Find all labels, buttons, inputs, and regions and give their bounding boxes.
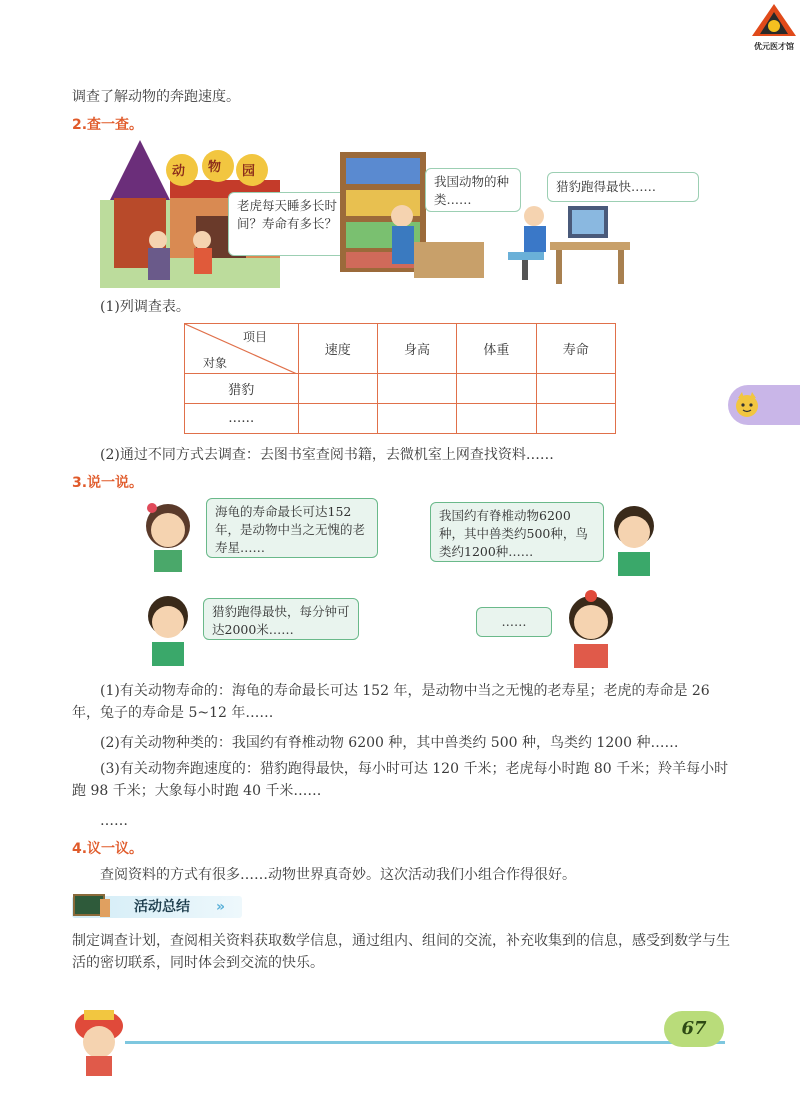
mascot-illustration xyxy=(66,1006,132,1076)
brand-logo xyxy=(748,2,800,50)
table-cell[interactable] xyxy=(536,404,615,434)
speech-bubble-species: 我国动物的种类…… xyxy=(425,168,521,212)
computer-illustration xyxy=(500,196,630,286)
speech-bubble-more: …… xyxy=(476,607,552,637)
zoo-sign-char-2: 物 xyxy=(208,160,222,175)
section3-heading: 3.说一说。 xyxy=(72,475,144,491)
page-number: 67 xyxy=(664,1011,724,1047)
survey-table xyxy=(184,323,616,434)
paragraph-species: (2)有关动物种类的：我国约有脊椎动物 6200 种，其中兽类约 500 种，鸟类约 1200 种…… xyxy=(100,735,679,751)
header-diagonal-cell xyxy=(185,324,299,374)
speech-bubble-turtle: 海龟的寿命最长可达152年，是动物中当之无愧的老寿星…… xyxy=(206,498,378,558)
col-header-height: 身高 xyxy=(377,324,456,374)
paragraph-lifespan: (1)有关动物寿命的：海龟的寿命最长可达 152 年，是动物中当之无愧的老寿星；老虎的寿命是 26 年，兔子的寿命是 5~12 年…… xyxy=(72,683,710,721)
speech-bubble-speed: 猎豹跑得最快，每分钟可达2000米…… xyxy=(203,598,359,640)
zoo-sign-char-3: 园 xyxy=(242,164,256,179)
side-tab xyxy=(728,385,800,425)
boy-avatar-2 xyxy=(138,590,198,666)
boy-avatar-1 xyxy=(604,500,664,576)
table-cell[interactable] xyxy=(298,374,377,404)
row-label-more: …… xyxy=(185,404,299,434)
summary-text: 制定调查计划，查阅相关资料获取数学信息，通过组内、组间的交流，补充收集到的信息，感受到数学与生活的密切联系，同时体会到交流的快乐。 xyxy=(72,933,730,971)
col-header-lifespan: 寿命 xyxy=(536,324,615,374)
section2-heading: 2.查一查。 xyxy=(72,117,144,133)
summary-board-icon xyxy=(72,893,112,925)
section4-text: 查阅资料的方式有很多……动物世界真奇妙。这次活动我们小组合作得很好。 xyxy=(100,867,576,883)
cat-face-icon xyxy=(732,390,762,420)
speech-bubble-vertebrates: 我国约有脊椎动物6200种，其中兽类约500种，鸟类约1200种…… xyxy=(430,502,604,562)
table-cell[interactable] xyxy=(298,404,377,434)
speech-bubble-cheetah: 猎豹跑得最快…… xyxy=(547,172,699,202)
table-cell[interactable] xyxy=(377,404,456,434)
table-cell[interactable] xyxy=(536,374,615,404)
sub1-text: (1)列调查表。 xyxy=(100,299,190,315)
diagonal-line-icon xyxy=(185,324,297,374)
logo-emblem-icon xyxy=(748,2,800,38)
table-cell[interactable] xyxy=(377,374,456,404)
col-header-weight: 体重 xyxy=(457,324,536,374)
footer-divider xyxy=(125,1041,725,1044)
paragraph-speed: (3)有关动物奔跑速度的：猎豹跑得最快，每小时可达 120 千米；老虎每小时跑 80 千米；羚羊每小时跑 98 千米；大象每小时跑 40 千米…… xyxy=(72,761,729,799)
summary-label: 活动总结 xyxy=(134,899,190,915)
sub2-text: (2)通过不同方式去调查：去图书室查阅书籍，去微机室上网查找资料…… xyxy=(100,447,554,463)
col-header-speed: 速度 xyxy=(298,324,377,374)
speech-bubble-tiger: 老虎每天睡多长时间？寿命有多长？ xyxy=(228,192,352,256)
ellipsis-line: …… xyxy=(100,813,128,829)
intro-line: 调查了解动物的奔跑速度。 xyxy=(72,89,240,105)
header-item-label: 项目 xyxy=(243,330,268,344)
girl-avatar-2 xyxy=(560,590,622,668)
header-object-label: 对象 xyxy=(203,356,228,370)
summary-chevrons-icon: » xyxy=(216,899,226,915)
girl-avatar-1 xyxy=(138,500,198,572)
zoo-sign-char-1: 动 xyxy=(172,164,186,179)
table-cell[interactable] xyxy=(457,374,536,404)
table-cell[interactable] xyxy=(457,404,536,434)
row-label-cheetah: 猎豹 xyxy=(185,374,299,404)
logo-text: 优元医才馆 xyxy=(754,42,794,51)
section4-heading: 4.议一议。 xyxy=(72,841,144,857)
